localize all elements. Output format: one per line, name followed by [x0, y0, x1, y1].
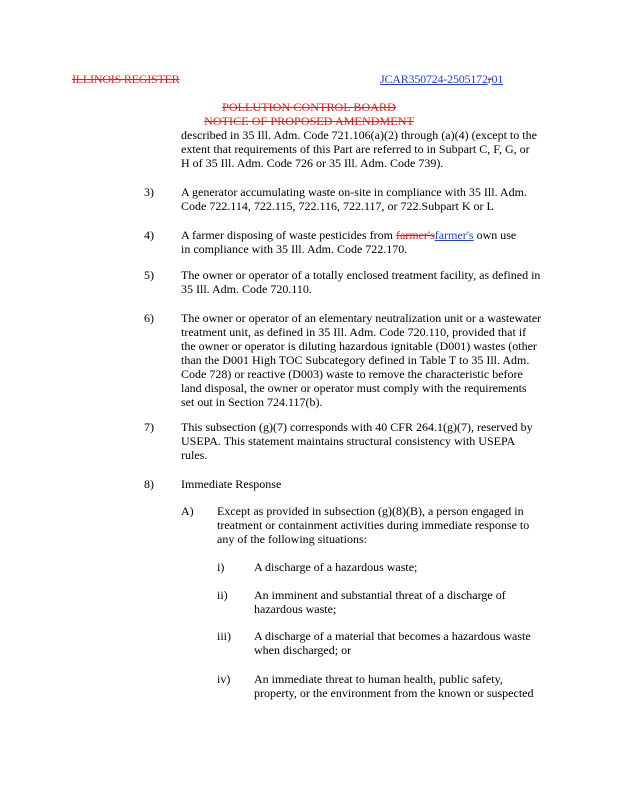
- roman-ii-text: [254, 588, 506, 616]
- text-line: A generator accumulating waste on-site in compliance with 35 Ill. Adm.: [181, 185, 527, 199]
- text-line: A discharge of a hazardous waste;: [254, 560, 418, 574]
- text-line: Immediate Response: [181, 477, 282, 491]
- text-span: own use: [473, 228, 517, 242]
- text-line: An imminent and substantial threat of a discharge of: [254, 588, 506, 602]
- item-3-text: [181, 185, 527, 213]
- text-line: hazardous waste;: [254, 602, 337, 616]
- jcar-code: [380, 72, 503, 87]
- text-span: A farmer disposing of waste pesticides from: [181, 228, 396, 242]
- text-line: rules.: [181, 448, 208, 462]
- item-number: 6): [144, 311, 154, 325]
- text-line: A discharge of a material that becomes a hazardous waste: [254, 629, 531, 643]
- text-line: land disposal, the owner or operator must comply with the requirements: [181, 381, 527, 395]
- text-line: [181, 228, 516, 242]
- text-line: Code 728) or reactive (D003) waste to remove the characteristic before: [181, 367, 523, 381]
- jcar-code-number: JCAR350724-2505172: [380, 72, 488, 86]
- roman-number: iii): [217, 629, 231, 643]
- inserted-text: farmer's: [434, 228, 474, 242]
- subitem-number: A): [181, 504, 194, 518]
- item-number: 5): [144, 268, 154, 282]
- notice-title: NOTICE OF PROPOSED AMENDMENT: [204, 114, 414, 128]
- text-line: extent that requirements of this Part are referred to in Subpart C, F, G, or: [181, 142, 530, 156]
- item-number: 7): [144, 420, 154, 434]
- item-7-text: [181, 420, 533, 462]
- text-line: Code 722.114, 722.115, 722.116, 722.117, or 722.Subpart K or L: [181, 199, 494, 213]
- text-line: The owner or operator of a totally enclosed treatment facility, as defined in: [181, 268, 541, 282]
- text-line: This subsection (g)(7) corresponds with 40 CFR 264.1(g)(7), reserved by: [181, 420, 533, 434]
- text-line: USEPA. This statement maintains structural consistency with USEPA: [181, 434, 516, 448]
- text-line: 35 Ill. Adm. Code 720.110.: [181, 282, 312, 296]
- text-line: set out in Section 724.117(b).: [181, 395, 323, 409]
- text-line: any of the following situations:: [217, 532, 367, 546]
- item-6-text: [181, 311, 541, 409]
- jcar-code-deleted: r: [487, 72, 492, 86]
- roman-number: iv): [217, 672, 231, 686]
- roman-number: ii): [217, 588, 228, 602]
- item-4-text: [181, 228, 516, 256]
- continuation-paragraph: [181, 128, 537, 170]
- item-number: 4): [144, 228, 154, 242]
- roman-iii-text: [254, 629, 531, 657]
- item-number: 8): [144, 477, 154, 491]
- text-line: property, or the environment from the known or suspected: [254, 686, 534, 700]
- item-8-heading: [181, 477, 281, 491]
- text-line: when discharged; or: [254, 643, 352, 657]
- text-line: the owner or operator is diluting hazardous ignitable (D001) wastes (other: [181, 339, 537, 353]
- text-line: An immediate threat to human health, public safety,: [254, 672, 503, 686]
- roman-iv-text: [254, 672, 533, 700]
- text-line: The owner or operator of an elementary neutralization unit or a wastewater: [181, 311, 542, 325]
- text-line: treatment or containment activities during immediate response to: [217, 518, 530, 532]
- subitem-a-text: [217, 504, 529, 546]
- board-title: POLLUTION CONTROL BOARD: [222, 100, 396, 114]
- text-line: than the D001 High TOC Subcategory defined in Table T to 35 Ill. Adm.: [181, 353, 530, 367]
- register-header: ILLINOIS REGISTER: [72, 72, 180, 86]
- text-line: described in 35 Ill. Adm. Code 721.106(a)(2) through (a)(4) (except to the: [181, 128, 537, 142]
- deleted-text: farmer's: [395, 228, 435, 242]
- jcar-code-suffix: 01: [491, 72, 504, 86]
- text-line: H of 35 Ill. Adm. Code 726 or 35 Ill. Adm. Code 739).: [181, 156, 444, 170]
- item-5-text: [181, 268, 540, 296]
- item-number: 3): [144, 185, 154, 199]
- text-line: Except as provided in subsection (g)(8)(B), a person engaged in: [217, 504, 524, 518]
- roman-number: i): [217, 560, 225, 574]
- text-line: treatment unit, as defined in 35 Ill. Adm. Code 720.110, provided that if: [181, 325, 527, 339]
- text-line: in compliance with 35 Ill. Adm. Code 722.170.: [181, 242, 408, 256]
- roman-i-text: [254, 560, 417, 574]
